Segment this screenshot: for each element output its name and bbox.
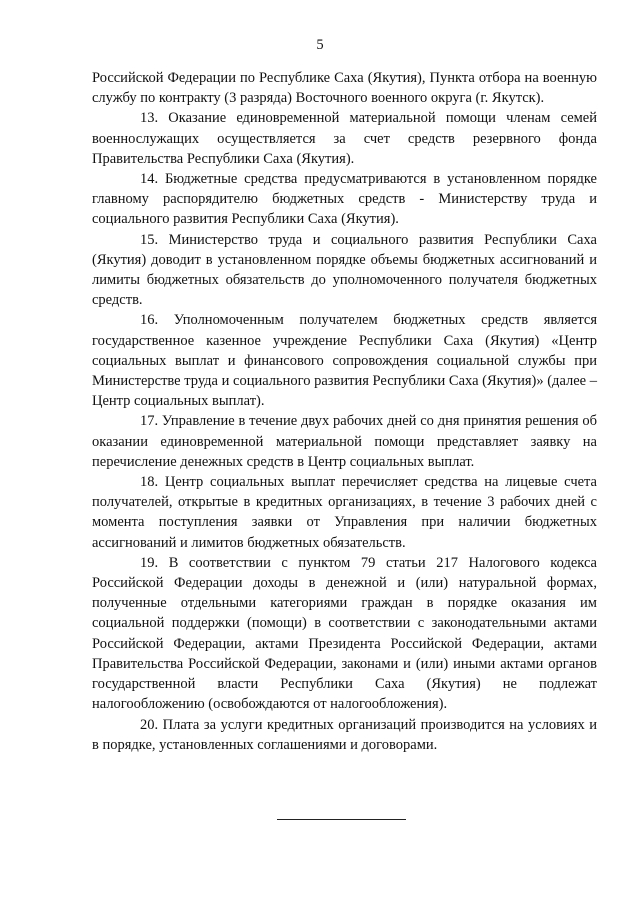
page-number: 5 <box>316 37 324 53</box>
paragraph-19: 19. В соответствии с пунктом 79 статьи 217 Налогового кодекса Российской Федерации доходы в денежной и (или) натуральной формах, полученные отдельными категориями граждан в порядке оказания им социальной поддержки (помощи) в соответствии с законодательными актами Российской Федерации, актами Президента Российской Федерации, актами Правительства Российской Федерации, законами и (или) иными актами органов государственной власти Республики Саха (Якутия) не подлежат налогообложению (освобождаются от налогообложения). <box>92 554 597 713</box>
end-divider-line <box>277 819 406 820</box>
paragraph-18: 18. Центр социальных выплат перечисляет средства на лицевые счета получателей, открытые в кредитных организациях, в течение 3 рабочих дней с момента поступления заявки от Управления при наличии бюджетных ассигнований и лимитов бюджетных обязательств. <box>92 474 597 551</box>
paragraph-continuation: Российской Федерации по Республике Саха (Якутия), Пункта отбора на военную службу по контракту (3 разряда) Восточного военного округа (г. Якутск). <box>92 70 597 107</box>
paragraph-15: 15. Министерство труда и социального развития Республики Саха (Якутия) доводит в установленном порядке объемы бюджетных ассигнований и лимиты бюджетных обязательств до уполномоченного получателя бюджетных средств. <box>92 231 597 309</box>
paragraph-17: 17. Управление в течение двух рабочих дней со дня принятия решения об оказании единовременной материальной помощи представляет заявку на перечисление денежных средств в Центр социальных выплат. <box>92 413 597 470</box>
paragraph-20: 20. Плата за услуги кредитных организаций производится на условиях и в порядке, установленных соглашениями и договорами. <box>92 716 597 753</box>
paragraph-14: 14. Бюджетные средства предусматриваются в установленном порядке главному распорядителю бюджетных средств - Министерству труда и социального развития Республики Саха (Якутия). <box>92 171 597 228</box>
paragraph-16: 16. Уполномоченным получателем бюджетных средств является государственное казенное учреждение Республики Саха (Якутия) «Центр социальных выплат и финансового сопровождения социальной службы при Министерстве труда и социального развития Республики Саха (Якутия)» (далее – Центр социальных выплат). <box>92 312 597 410</box>
paragraph-13: 13. Оказание единовременной материальной помощи членам семей военнослужащих осуществляется за счет средств резервного фонда Правительства Республики Саха (Якутия). <box>92 110 597 167</box>
document-body <box>92 68 597 755</box>
